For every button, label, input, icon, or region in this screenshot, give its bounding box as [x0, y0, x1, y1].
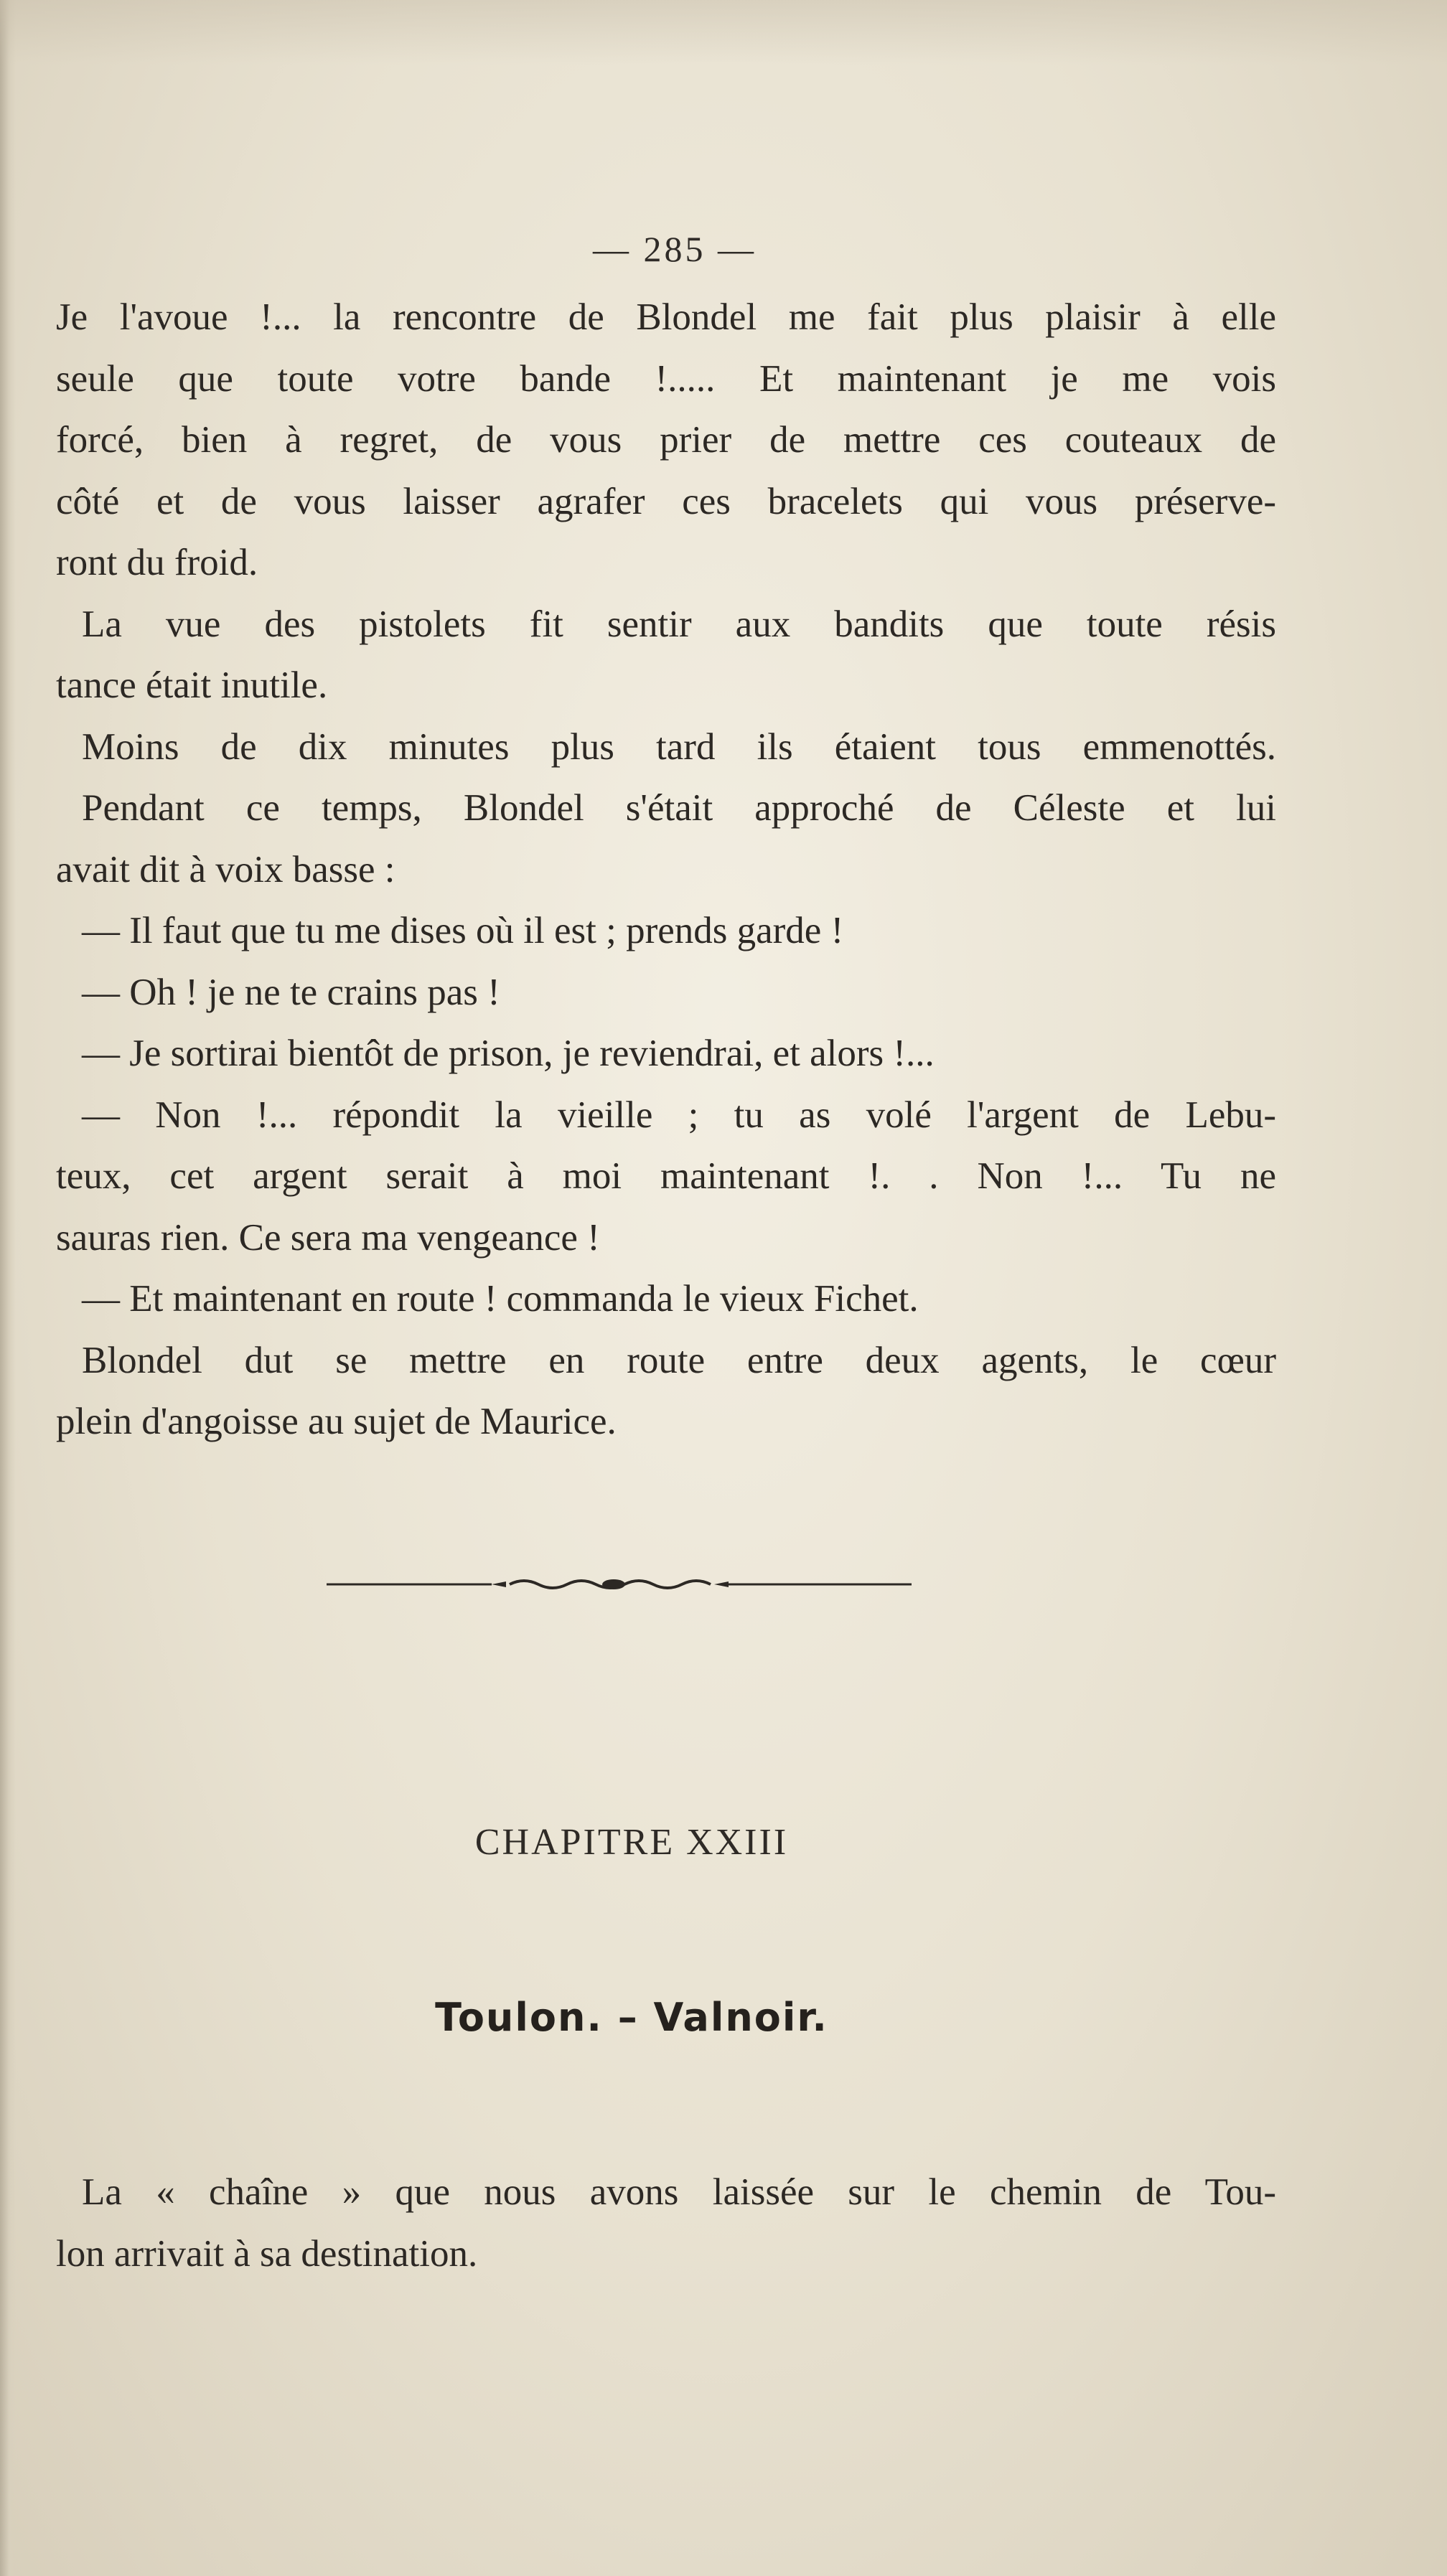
text-line: plein d'angoisse au sujet de Maurice.: [56, 1401, 617, 1442]
text-line: La vue des pistolets fit sentir aux bandits que toute résis: [82, 603, 1276, 645]
text-line: forcé, bien à regret, de vous prier de mettre ces couteaux de: [56, 419, 1276, 461]
body-text: [56, 287, 1276, 1453]
text-line: — Et maintenant en route ! commanda le vieux Fichet.: [82, 1278, 919, 1320]
text-line: — Il faut que tu me dises où il est ; prends garde !: [82, 910, 844, 951]
text-line: lon arrivait à sa destination.: [56, 2232, 478, 2275]
text-line: — Oh ! je ne te crains pas !: [82, 971, 500, 1013]
text-line: sauras rien. Ce sera ma vengeance !: [56, 1216, 600, 1259]
closing-text: [56, 2161, 1276, 2284]
chapter-title: CHAPITRE XXIII: [474, 1822, 789, 1863]
text-line: — Je sortirai bientôt de prison, je reviendrai, et alors !...: [82, 1033, 935, 1074]
text-line: La « chaîne » que nous avons laissée sur le chemin de Tou-: [82, 2171, 1276, 2213]
page-number: — 285 —: [593, 229, 757, 269]
text-line: Je l'avoue !... la rencontre de Blondel me fait plus plaisir à elle: [56, 296, 1276, 338]
text-line: Pendant ce temps, Blondel s'était approché de Céleste et lui: [82, 787, 1276, 829]
text-line: côté et de vous laisser agrafer ces bracelets qui vous préserve-: [56, 480, 1276, 522]
page-binding-edge: [0, 0, 16, 2576]
page-top-shadow: [0, 0, 1447, 65]
chapter-separator-ornament: [327, 1577, 912, 1592]
text-line: tance était inutile.: [56, 664, 328, 706]
text-line: avait dit à voix basse :: [56, 848, 395, 890]
text-line: teux, cet argent serait à moi maintenant !. . Non !... Tu ne: [56, 1155, 1276, 1197]
text-line: Moins de dix minutes plus tard ils étaient tous emmenottés.: [82, 725, 1276, 768]
text-line: seule que toute votre bande !..... Et maintenant je me vois: [56, 357, 1276, 400]
section-title: Toulon. – Valnoir.: [435, 1995, 828, 2040]
text-line: — Non !... répondit la vieille ; tu as volé l'argent de Lebu-: [82, 1094, 1276, 1136]
text-line: ront du froid.: [56, 542, 258, 583]
text-line: Blondel dut se mettre en route entre deux agents, le cœur: [82, 1339, 1276, 1381]
